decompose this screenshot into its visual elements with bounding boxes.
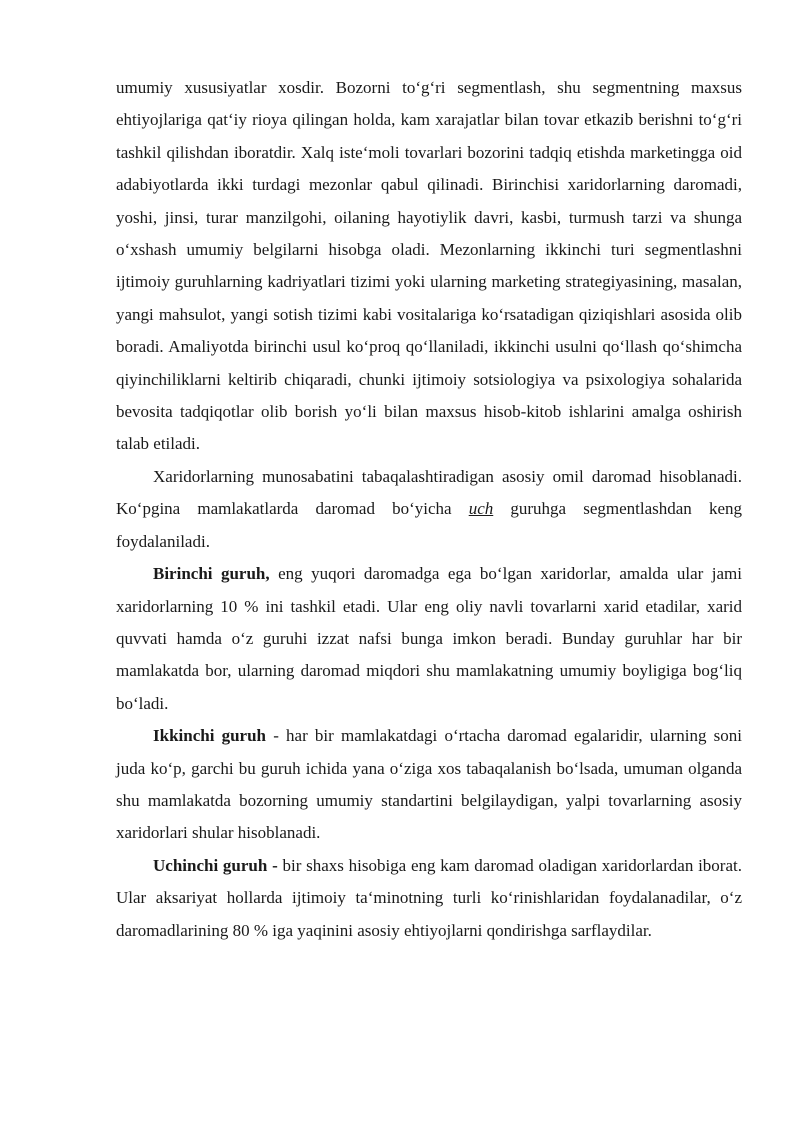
paragraph-first-group [116,558,742,720]
paragraph-second-group [116,720,742,850]
second-group-heading: Ikkinchi guruh [153,726,267,746]
second-group-text: - har bir mamlakatdagi o‘rtacha daromad egalaridir, ularning soni juda ko‘p, garchi bu guruh ichida yana o‘ziga xos tabaqalanish bo‘lsada, umuman olganda shu mamlakatda bozorning umumiy standartini belgilaydigan, yalpi tovarlarning asosiy xaridorlari shular hisoblanadi. [116,726,742,843]
paragraph-segmentation-criteria: umumiy xususiyatlar xosdir. Bozorni to‘g‘ri segmentlash, shu segmentning maxsus ehtiyojlariga qat‘iy rioya qilingan holda, kam xarajatlar bilan tovar etkazib berishni to‘g‘ri tashkil qilishdan iboratdir. Xalq iste‘moli tovarlari bozorini tadqiq etishda marketingga oid adabiyotlarda ikki turdagi mezonlar qabul qilinadi. Birinchisi xaridorlarning daromadi, yoshi, jinsi, turar manzilgohi, oilaning hayotiylik davri, kasbi, turmush tarzi va shunga o‘xshash umumiy belgilarni hisobga oladi. Mezonlarning ikkinchi turi segmentlashni ijtimoiy guruhlarning kadriyatlari tizimi yoki ularning marketing strategiyasining, masalan, yangi mahsulot, yangi sotish tizimi kabi vositalariga ko‘rsatadigan qiziqishlari asosida olib boradi. Amaliyotda birinchi usul ko‘proq qo‘llaniladi, ikkinchi usulni qo‘llash qo‘shimcha qiyinchiliklarni keltirib chiqaradi, chunki ijtimoiy sotsiologiya va psixologiya sohalarida bevosita tadqiqotlar olib borish yo‘li bilan maxsus hisob-kitob ishlarini amalga oshirish talab etiladi. [116,78,742,454]
paragraph-third-group [116,850,742,947]
third-group-text: bir shaxs hisobiga eng kam daromad oladigan xaridorlardan iborat. Ular aksariyat hollarda ijtimoiy ta‘minotning turli ko‘rinishlaridan foydalanadilar, o‘z daromadlarining 80 % iga yaqinini asosiy ehtiyojlarni qondirishga sarflaydilar. [116,855,742,940]
third-group-heading: Uchinchi guruh - [153,855,278,875]
emphasized-word-uch: uch [468,499,494,519]
first-group-heading: Birinchi guruh, [153,564,270,584]
paragraph-income-factor [116,461,742,558]
document-page [116,72,742,947]
first-group-text: eng yuqori daromadga ega bo‘lgan xaridorlar, amalda ular jami xaridorlarning 10 % ini tashkil etadi. Ular eng oliy navli tovarlarni xarid etadilar, xarid quvvati hamda o‘z guruhi izzat nafsi bunga imkon beradi. Bunday guruhlar har bir mamlakatda bor, ularning daromad miqdori shu mamlakatning umumiy boyligiga bog‘liq bo‘ladi. [116,564,742,713]
income-factor-text: Xaridorlarning munosabatini tabaqalashtiradigan asosiy omil daromad hisoblanadi. Ko‘pgina mamlakatlarda daromad bo‘yicha [116,466,742,519]
income-factor-text-end: guruhga segmentlashdan keng foydalaniladi. [116,499,742,551]
